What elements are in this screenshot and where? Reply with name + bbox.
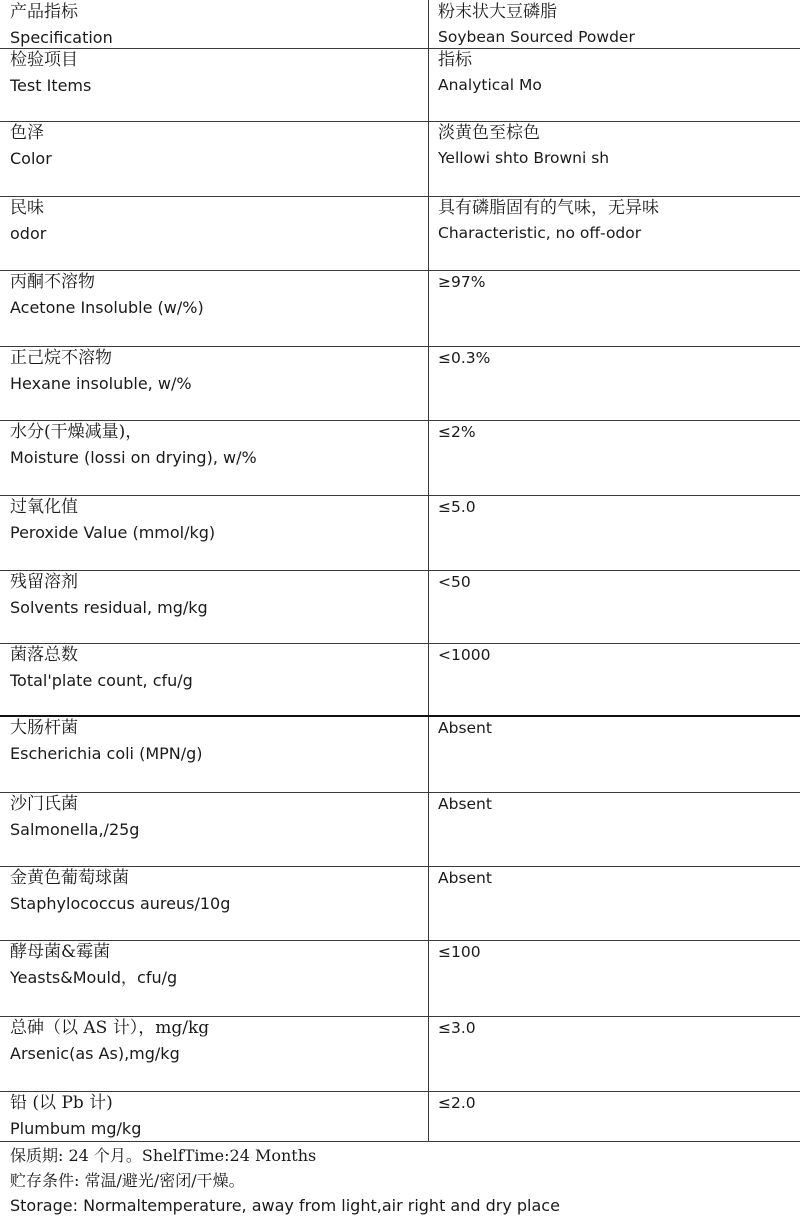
test-item-zh: 铅 (以 Pb 计) [10, 1093, 113, 1113]
spec-value: Characteristic, no off-odor [438, 224, 642, 242]
spec-value-cell [438, 1016, 794, 1041]
spec-value: Absent [438, 869, 492, 887]
test-item-cell [10, 346, 422, 396]
test-item-cell [10, 643, 422, 693]
spec-row [0, 1016, 800, 1092]
test-item-en: Moisture (lossi on drying), w/% [10, 448, 257, 467]
spec-row [0, 1091, 800, 1142]
spec-row [0, 866, 800, 941]
test-item-en: Solvents residual, mg/kg [10, 598, 208, 617]
test-item-zh: 过氧化值 [10, 497, 78, 517]
test-item-cell [10, 0, 422, 50]
spec-row [0, 792, 800, 867]
test-item-zh: 残留溶剂 [10, 572, 78, 592]
footer [10, 1143, 790, 1218]
spec-value-cell [438, 420, 794, 445]
test-item-en: Escherichia coli (MPN/g) [10, 744, 203, 763]
spec-value: ≥97% [438, 273, 486, 291]
spec-value-cell [438, 495, 794, 520]
test-item-cell [10, 570, 422, 620]
test-item-en: Yeasts&Mould，cfu/g [10, 968, 178, 987]
test-item-zh: 正己烷不溶物 [10, 348, 112, 368]
spec-value-zh: 淡黄色至棕色 [438, 123, 540, 143]
test-item-en: Peroxide Value (mmol/kg) [10, 523, 216, 542]
storage-conditions-en: Storage: Normaltemperature, away from light,air right and dry place [10, 1196, 560, 1215]
spec-value-cell [438, 716, 794, 741]
test-item-zh: 色泽 [10, 123, 44, 143]
spec-value: <1000 [438, 646, 491, 664]
test-item-en: Acetone Insoluble (w/%) [10, 298, 204, 317]
test-item-cell [10, 866, 422, 916]
spec-value-cell [438, 48, 794, 98]
test-item-zh: 沙门氏菌 [10, 794, 78, 814]
test-item-en: Arsenic(as As),mg/kg [10, 1044, 180, 1063]
spec-value-cell [438, 940, 794, 965]
test-item-zh: 大肠杆菌 [10, 718, 78, 738]
spec-value-cell [438, 866, 794, 891]
spec-value-zh: 粉末状大豆磷脂 [438, 2, 557, 22]
spec-row [0, 48, 800, 122]
spec-value-cell [438, 1091, 794, 1116]
spec-value-cell [438, 0, 794, 50]
spec-value-cell [438, 570, 794, 595]
test-item-cell [10, 420, 422, 470]
shelf-life: 保质期: 24 个月。ShelfTime:24 Months [10, 1146, 317, 1165]
test-item-zh: 民味 [10, 198, 44, 218]
test-item-cell [10, 121, 422, 171]
test-item-cell [10, 48, 422, 98]
test-item-en: Staphylococcus aureus/10g [10, 894, 231, 913]
spec-value: Soybean Sourced Powder [438, 28, 635, 46]
test-item-zh: 丙酮不溶物 [10, 272, 95, 292]
test-item-cell [10, 1016, 422, 1066]
spec-row [0, 716, 800, 793]
test-item-zh: 水分(干燥减量)， [10, 422, 143, 442]
spec-value: ≤2% [438, 423, 476, 441]
test-item-cell [10, 196, 422, 246]
spec-row [0, 940, 800, 1017]
spec-row [0, 346, 800, 421]
spec-row [0, 196, 800, 271]
test-item-zh: 总砷（以 AS 计），mg/kg [10, 1018, 210, 1038]
spec-row [0, 570, 800, 644]
test-item-cell [10, 495, 422, 545]
spec-value-cell [438, 792, 794, 817]
test-item-zh: 菌落总数 [10, 645, 78, 665]
test-item-zh: 酵母菌&霉菌 [10, 942, 111, 962]
test-item-en: Salmonella,/25g [10, 820, 140, 839]
spec-value: Absent [438, 719, 492, 737]
spec-row [0, 270, 800, 347]
test-item-cell [10, 270, 422, 320]
spec-value: ≤100 [438, 943, 481, 961]
spec-row [0, 420, 800, 496]
spec-value: Absent [438, 795, 492, 813]
spec-row [0, 121, 800, 197]
spec-value: <50 [438, 573, 471, 591]
spec-value: ≤3.0 [438, 1019, 476, 1037]
test-item-en: Color [10, 149, 52, 168]
test-item-zh: 检验项目 [10, 50, 78, 70]
spec-value-cell [438, 270, 794, 295]
test-item-en: Total'plate count, cfu/g [10, 671, 193, 690]
spec-row [0, 495, 800, 571]
spec-value-cell [438, 643, 794, 668]
test-item-zh: 产品指标 [10, 2, 78, 22]
test-item-cell [10, 716, 422, 766]
spec-value: ≤2.0 [438, 1094, 476, 1112]
storage-conditions-zh: 贮存条件: 常温/避光/密闭/干燥。 [10, 1171, 245, 1190]
spec-value-cell [438, 196, 794, 246]
spec-row [0, 643, 800, 717]
spec-value-cell [438, 346, 794, 371]
test-item-cell [10, 940, 422, 990]
test-item-zh: 金黄色葡萄球菌 [10, 868, 129, 888]
spec-value: Yellowi shto Browni sh [438, 149, 610, 167]
spec-value-zh: 具有磷脂固有的气味，无异味 [438, 198, 659, 218]
spec-value: Analytical Mo [438, 76, 542, 94]
test-item-en: Plumbum mg/kg [10, 1119, 142, 1138]
test-item-en: Hexane insoluble, w/% [10, 374, 192, 393]
test-item-en: Specification [10, 28, 113, 47]
spec-row [0, 0, 800, 49]
test-item-en: odor [10, 224, 47, 243]
spec-value: ≤0.3% [438, 349, 491, 367]
spec-value: ≤5.0 [438, 498, 476, 516]
test-item-cell [10, 792, 422, 842]
test-item-en: Test Items [10, 76, 92, 95]
spec-value-cell [438, 121, 794, 171]
test-item-cell [10, 1091, 422, 1141]
spec-value-zh: 指标 [438, 50, 472, 70]
